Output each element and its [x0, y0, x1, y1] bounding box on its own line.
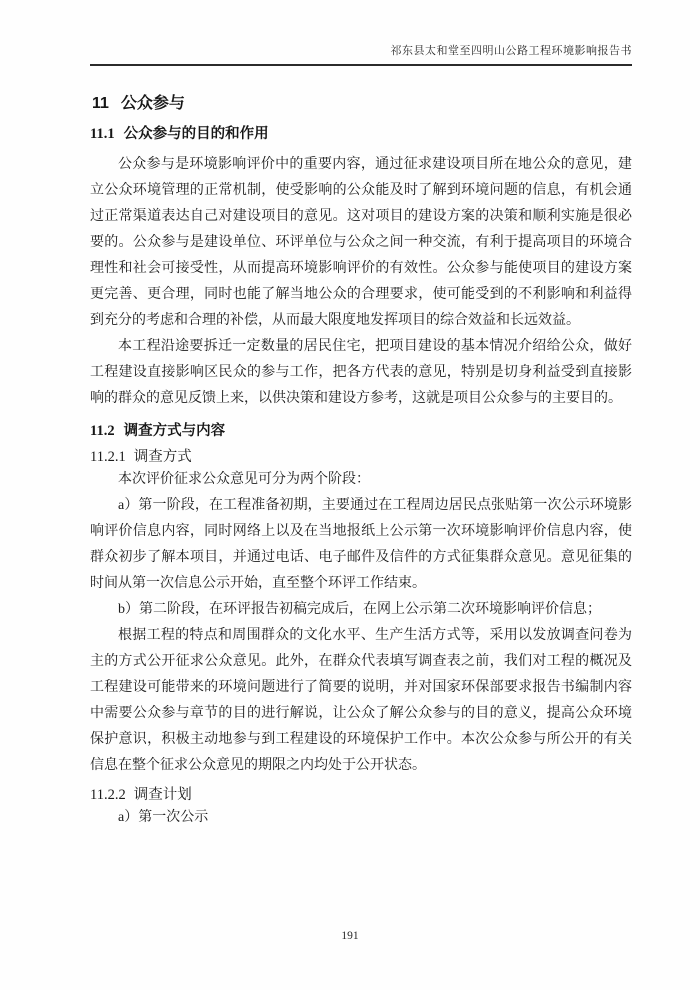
paragraph-purpose-2: 本工程沿途要拆迁一定数量的居民住宅，把项目建设的基本情况介绍给公众，做好工程建设直接影响区民众的参与工作，把各方代表的意见，特别是切身利益受到直接影响的群众的意见反馈上来，以供决策和建设方参考，这就是项目公众参与的主要目的。 [90, 339, 632, 406]
paragraph-stage-a: a）第一阶段，在工程准备初期，主要通过在工程周边居民点张贴第一次公示环境影响评价信息内容，同时网络上以及在当地报纸上公示第一次环境影响评价信息内容，使群众初步了解本项目，并通过电话、电子邮件及信件的方式征集群众意见。意见征集的时间从第一次信息公示开始，直至整个环评工作结束。 [90, 498, 632, 591]
running-header [90, 42, 632, 66]
chapter-heading [92, 93, 632, 115]
document-content [90, 86, 632, 831]
running-header-text: 祁东县太和堂至四明山公路工程环境影响报告书 [390, 45, 632, 57]
chapter-number: 11 [92, 95, 109, 112]
paragraph-survey-method: 根据工程的特点和周围群众的文化水平、生产生活方式等，采用以发放调查问卷为主的方式公开征求公众意见。此外，在群众代表填写调查表之前，我们对工程的概况及工程建设可能带来的环境问题进行了简要的说明，并对国家环保部要求报告书编制内容中需要公众参与章节的目的进行解说，让公众了解公众参与的目的意义，提高公众环境保护意识，积极主动地参与到工程建设的环境保护工作中。本次公众参与所公开的有关信息在整个征求公众意见的期限之内均处于公开状态。 [90, 628, 632, 773]
section-heading-11-1 [90, 124, 632, 144]
section-heading-11-2 [90, 421, 632, 441]
paragraph-first-announcement: a）第一次公示 [118, 810, 209, 825]
paragraph-stage-b: b）第二阶段，在环评报告初稿完成后，在网上公示第二次环境影响评价信息； [118, 602, 601, 617]
subsection-heading-11-2-1 [90, 447, 632, 467]
subsection-title: 调查计划 [133, 787, 192, 803]
section-title: 调查方式与内容 [123, 423, 226, 439]
subsection-number: 11.2.1 [90, 449, 126, 465]
chapter-title: 公众参与 [120, 95, 185, 112]
page-number: 191 [341, 930, 359, 942]
section-number: 11.2 [90, 423, 115, 439]
subsection-number: 11.2.2 [90, 787, 126, 803]
paragraph-stages-intro: 本次评价征求公众意见可分为两个阶段： [118, 472, 370, 487]
section-number: 11.1 [90, 126, 115, 142]
paragraph-purpose-1: 公众参与是环境影响评价中的重要内容，通过征求建设项目所在地公众的意见，建立公众环境管理的正常机制，使受影响的公众能及时了解到环境问题的信息，有机会通过正常渠道表达自己对建设项目的意见。这对项目的建设方案的决策和顺利实施是很必要的。公众参与是建设单位、环评单位与公众之间一种交流，有利于提高项目的环境合理性和社会可接受性，从而提高环境影响评价的有效性。公众参与能使项目的建设方案更完善、更合理，同时也能了解当地公众的合理要求，使可能受到的不利影响和利益得到充分的考虑和合理的补偿，从而最大限度地发挥项目的综合效益和长远效益。 [90, 157, 632, 328]
subsection-heading-11-2-2 [90, 785, 632, 805]
subsection-title: 调查方式 [133, 449, 192, 465]
section-title: 公众参与的目的和作用 [123, 126, 269, 142]
